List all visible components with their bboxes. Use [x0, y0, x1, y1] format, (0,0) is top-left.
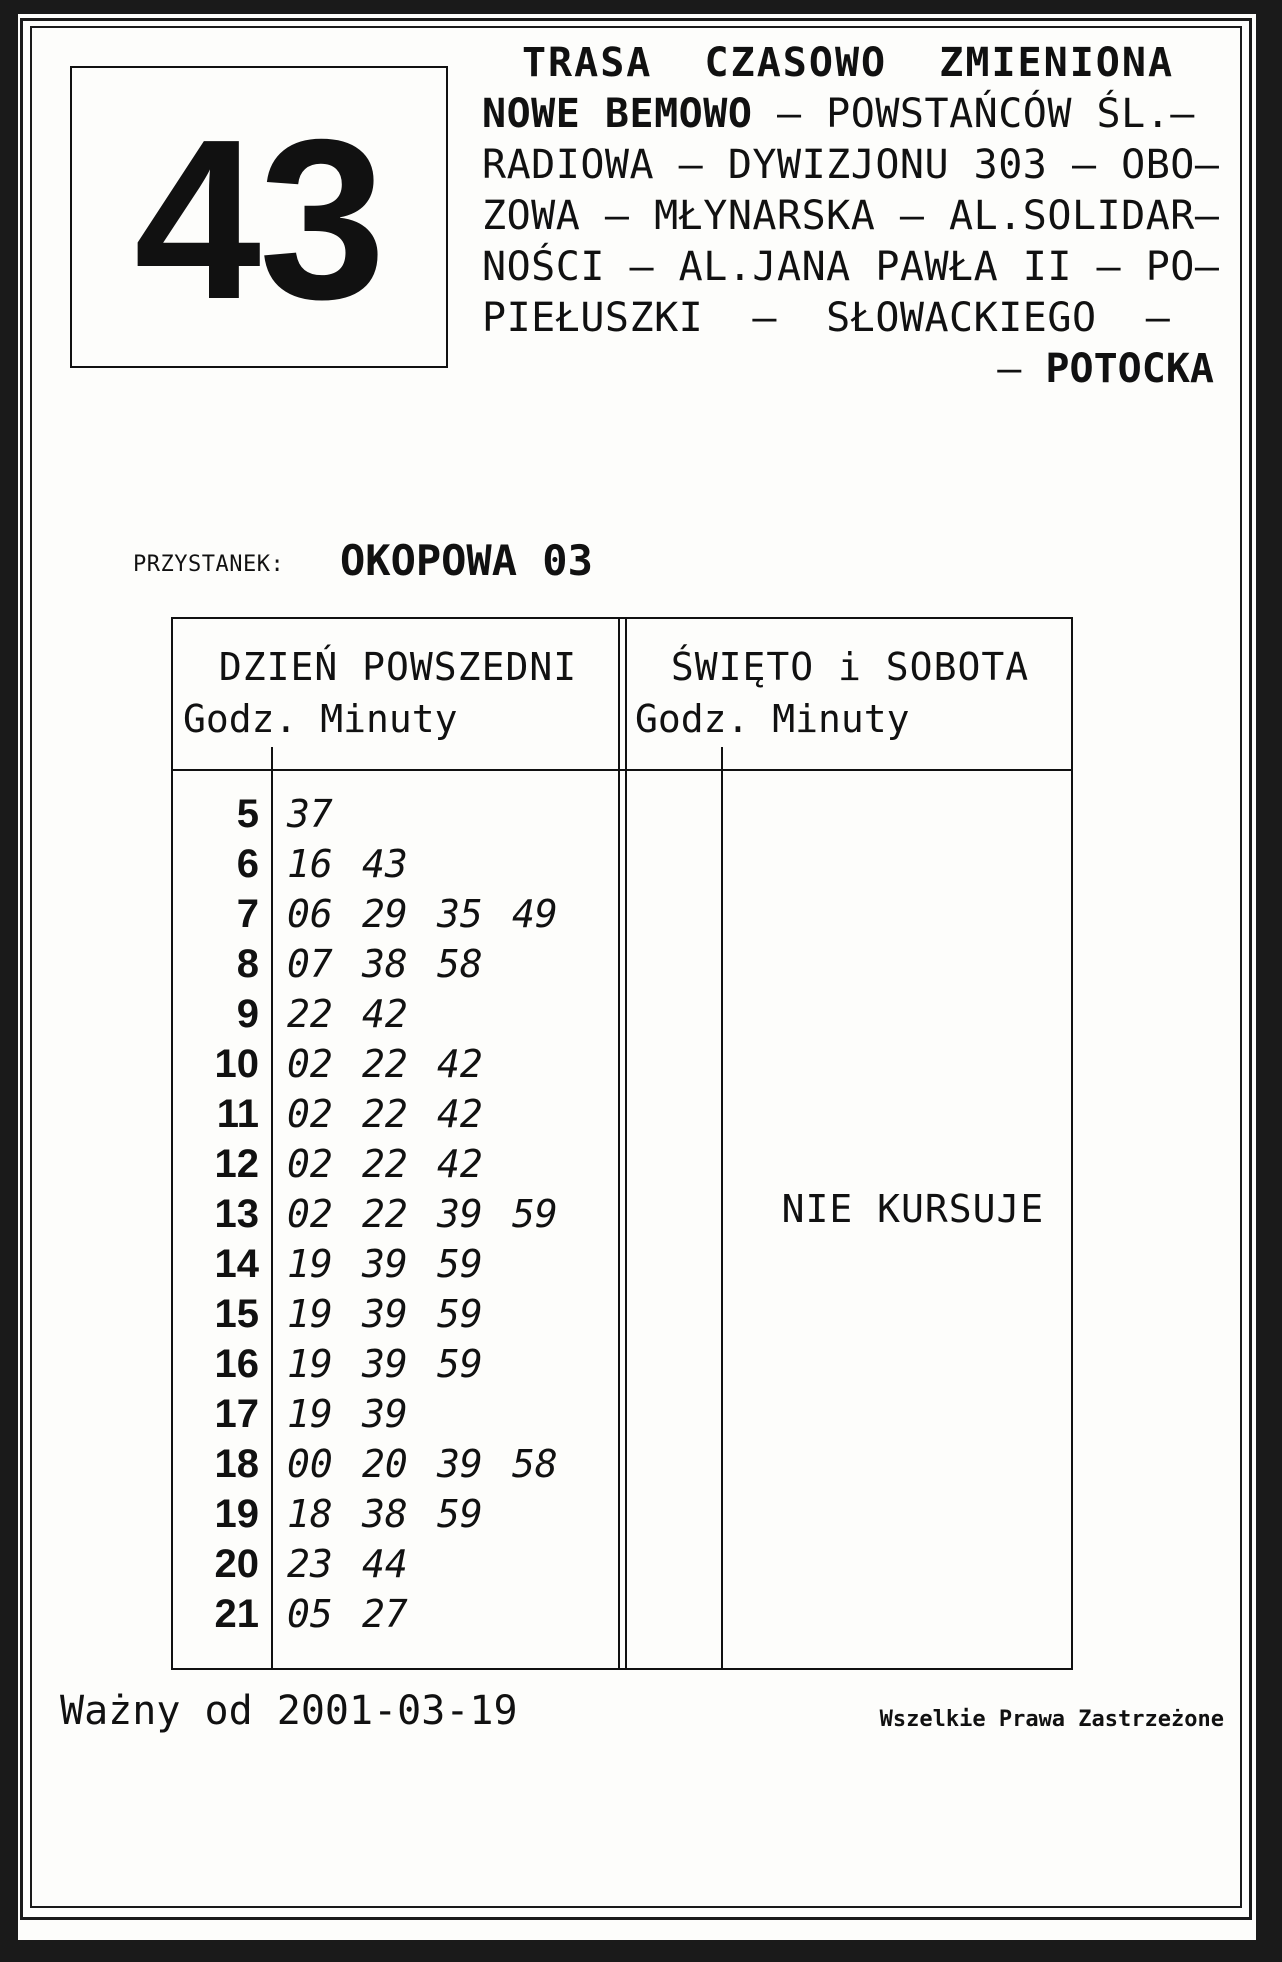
route-end-dash: – [997, 346, 1046, 392]
holiday-no-service: NIE KURSUJE [781, 1187, 1045, 1231]
hour: 9 [236, 991, 259, 1036]
route-line-5: PIEŁUSZKI – SŁOWACKIEGO – [482, 295, 1171, 341]
minute: 39 [362, 1342, 408, 1386]
schedule-row [173, 1539, 618, 1589]
rights-notice: Wszelkie Prawa Zastrzeżone [879, 1707, 1224, 1732]
hour: 5 [236, 791, 259, 836]
route-title: TRASA CZASOWO ZMIENIONA [521, 40, 1175, 86]
minute: 27 [362, 1592, 408, 1636]
hour: 17 [214, 1391, 259, 1436]
schedule-row [173, 889, 618, 939]
weekday-subheader: Godz. Minuty [183, 697, 458, 741]
route-description [482, 38, 1220, 395]
holiday-subheader: Godz. Minuty [635, 697, 910, 741]
schedule-row [173, 1489, 618, 1539]
stop-name: OKOPOWA 03 [340, 536, 593, 585]
hour: 12 [214, 1141, 259, 1186]
minutes [287, 1242, 512, 1286]
minute: 07 [287, 942, 333, 986]
hour: 6 [236, 841, 259, 886]
minute: 35 [437, 892, 483, 936]
hour: 16 [214, 1341, 259, 1386]
hour: 8 [236, 941, 259, 986]
hour: 18 [214, 1441, 259, 1486]
route-line-1-rest: – POWSTAŃCÓW ŚL.– [752, 91, 1195, 137]
minute: 22 [287, 992, 333, 1036]
route-line-3: ZOWA – MŁYNARSKA – AL.SOLIDAR– [482, 193, 1220, 239]
minutes [287, 1192, 587, 1236]
minute: 23 [287, 1542, 333, 1586]
minute: 59 [437, 1342, 483, 1386]
stop-label: PRZYSTANEK: [133, 552, 285, 577]
route-line-6 [482, 344, 1214, 395]
minute: 43 [362, 842, 408, 886]
minute: 42 [437, 1142, 483, 1186]
minute: 02 [287, 1192, 333, 1236]
minute: 39 [362, 1292, 408, 1336]
minute: 02 [287, 1092, 333, 1136]
minute: 22 [362, 1092, 408, 1136]
schedule-row [173, 1189, 618, 1239]
hour: 11 [216, 1091, 259, 1136]
minute: 06 [287, 892, 333, 936]
minute: 59 [437, 1492, 483, 1536]
route-end: POTOCKA [1045, 346, 1214, 392]
minute: 38 [362, 1492, 408, 1536]
minute: 42 [362, 992, 408, 1036]
minute: 39 [362, 1242, 408, 1286]
minute: 05 [287, 1592, 333, 1636]
hour: 10 [214, 1041, 259, 1086]
minute: 59 [437, 1242, 483, 1286]
minutes [287, 992, 437, 1036]
minute: 38 [362, 942, 408, 986]
minute: 22 [362, 1142, 408, 1186]
minute: 02 [287, 1042, 333, 1086]
minute: 18 [287, 1492, 333, 1536]
minutes [287, 1492, 512, 1536]
minute: 22 [362, 1192, 408, 1236]
minute: 49 [512, 892, 558, 936]
route-start: NOWE BEMOWO [482, 91, 753, 137]
minutes [287, 1592, 437, 1636]
weekday-header [183, 641, 613, 745]
minutes [287, 1342, 512, 1386]
minute: 59 [512, 1192, 558, 1236]
minute: 39 [437, 1192, 483, 1236]
minute: 19 [287, 1242, 333, 1286]
valid-from: Ważny od 2001-03-19 [60, 1688, 518, 1734]
hour: 7 [236, 891, 259, 936]
schedule-row [173, 1039, 618, 1089]
schedule-row [173, 1089, 618, 1139]
minute: 44 [362, 1542, 408, 1586]
minute: 58 [437, 942, 483, 986]
minutes [287, 792, 362, 836]
schedule-row [173, 1589, 618, 1639]
hour: 14 [214, 1241, 259, 1286]
minute: 42 [437, 1042, 483, 1086]
column-divider [618, 619, 620, 1668]
minutes [287, 1392, 437, 1436]
weekday-title: DZIEŃ POWSZEDNI [218, 645, 578, 689]
minute: 39 [362, 1392, 408, 1436]
hour-divider-holiday [721, 747, 723, 1668]
minute: 19 [287, 1392, 333, 1436]
hour: 15 [214, 1291, 259, 1336]
hour: 21 [214, 1591, 259, 1636]
holiday-header [635, 641, 1065, 745]
minutes [287, 892, 587, 936]
hour: 19 [214, 1491, 259, 1536]
schedule-row [173, 1139, 618, 1189]
schedule-row [173, 1239, 618, 1289]
schedule-row [173, 839, 618, 889]
schedule-row [173, 1389, 618, 1439]
minute: 19 [287, 1292, 333, 1336]
minute: 39 [437, 1442, 483, 1486]
minutes [287, 1042, 512, 1086]
minutes [287, 1092, 512, 1136]
schedule-row [173, 989, 618, 1039]
route-line-2: RADIOWA – DYWIZJONU 303 – OBO– [482, 142, 1220, 188]
schedule-row [173, 1439, 618, 1489]
hour: 20 [214, 1541, 259, 1586]
minute: 16 [287, 842, 333, 886]
minute: 02 [287, 1142, 333, 1186]
hour: 13 [214, 1191, 259, 1236]
schedule-row [173, 1339, 618, 1389]
minute: 22 [362, 1042, 408, 1086]
minutes [287, 842, 437, 886]
schedule-table [171, 617, 1073, 1670]
minute: 29 [362, 892, 408, 936]
minutes [287, 1292, 512, 1336]
minute: 20 [362, 1442, 408, 1486]
route-line-4: NOŚCI – AL.JANA PAWŁA II – PO– [482, 244, 1220, 290]
minute: 42 [437, 1092, 483, 1136]
route-line-1 [482, 89, 1214, 140]
schedule-row [173, 1289, 618, 1339]
schedule-row [173, 789, 618, 839]
schedule-row [173, 939, 618, 989]
minute: 58 [512, 1442, 558, 1486]
line-number: 43 [134, 93, 384, 347]
minute: 19 [287, 1342, 333, 1386]
header-rule [173, 769, 1071, 771]
minute: 37 [287, 792, 333, 836]
column-divider [625, 619, 627, 1668]
weekday-schedule [173, 789, 618, 1639]
minute: 59 [437, 1292, 483, 1336]
minute: 00 [287, 1442, 333, 1486]
minutes [287, 942, 512, 986]
minutes [287, 1542, 437, 1586]
holiday-title: ŚWIĘTO i SOBOTA [670, 645, 1030, 689]
minutes [287, 1142, 512, 1186]
minutes [287, 1442, 587, 1486]
line-number-box [70, 66, 448, 368]
